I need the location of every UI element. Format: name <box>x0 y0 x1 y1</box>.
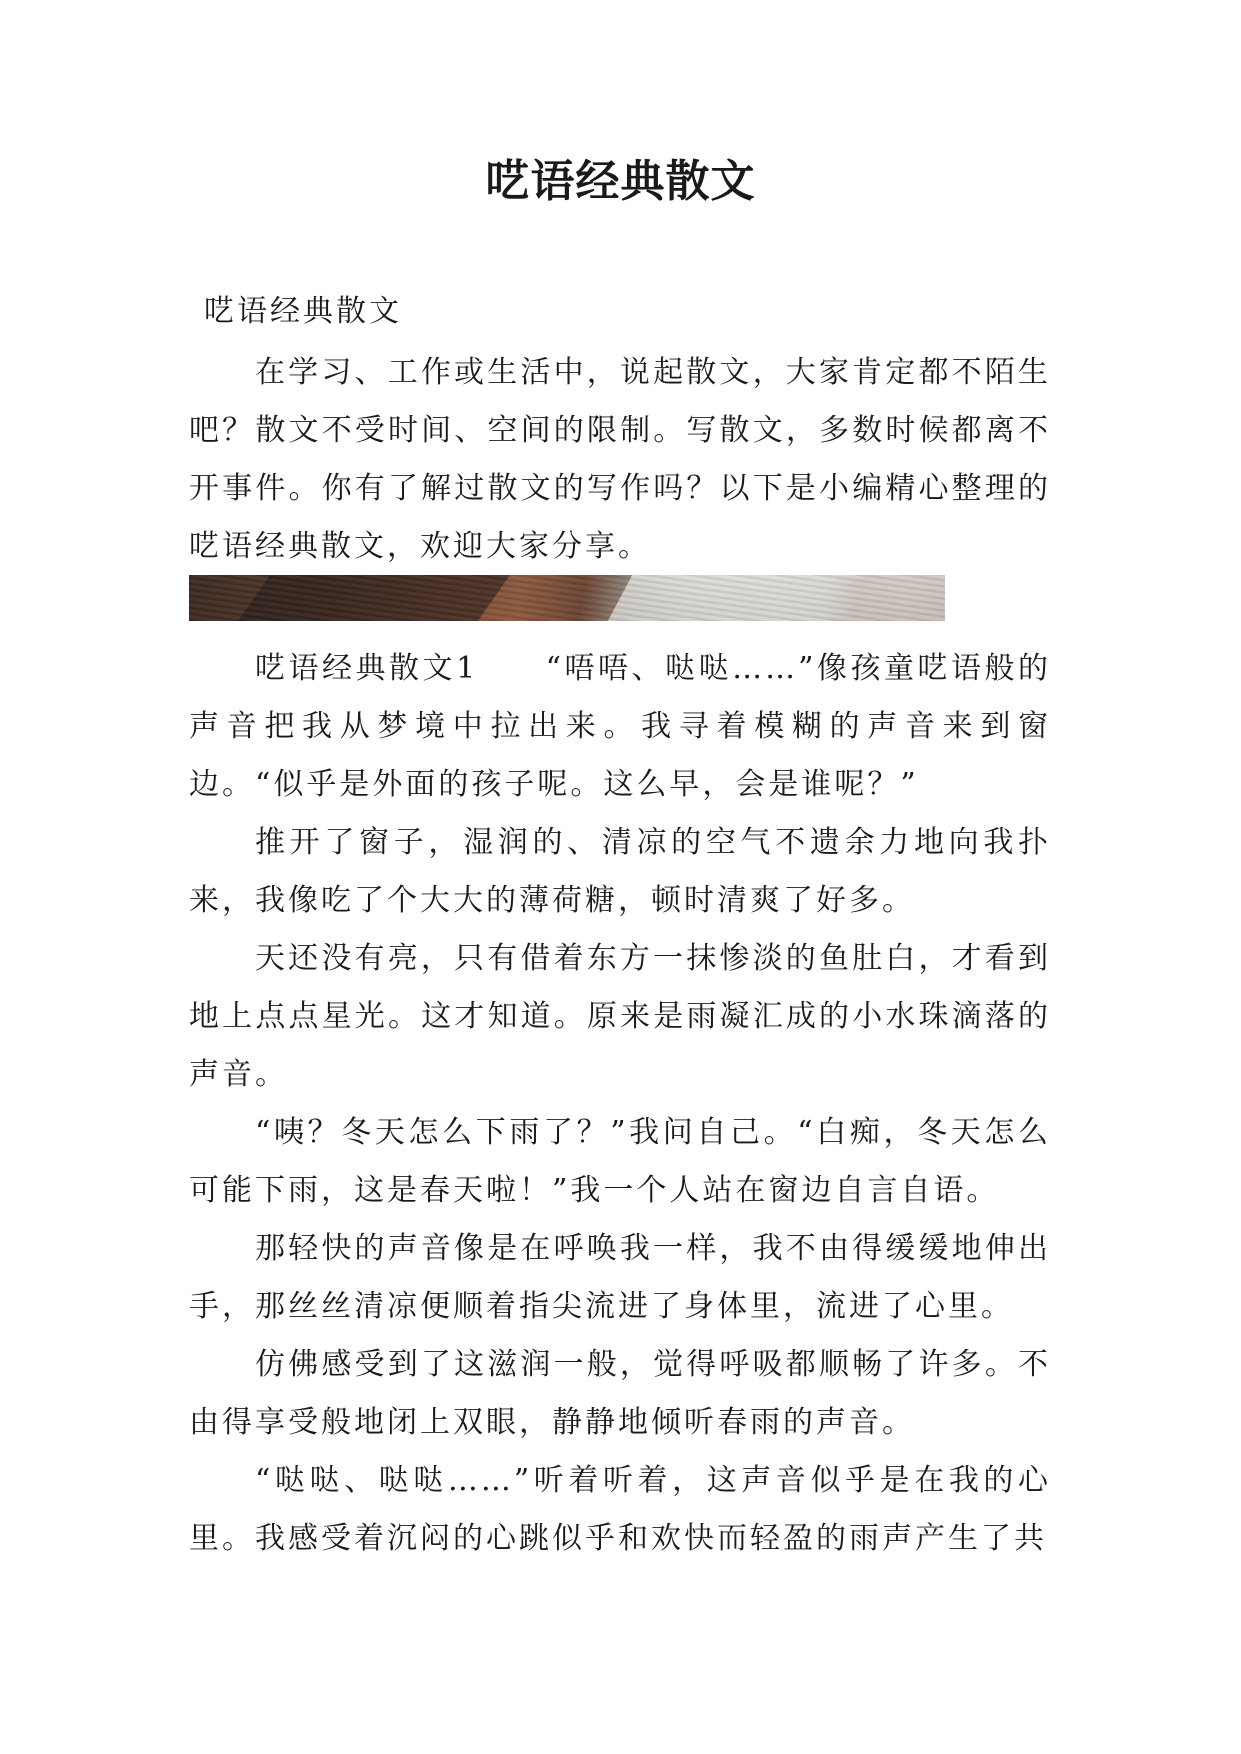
body-paragraph: “咦？冬天怎么下雨了？”我问自己。“白痴，冬天怎么可能下雨，这是春天啦！”我一个人站在窗边自言自语。 <box>189 1115 1051 1208</box>
intro-section <box>189 344 1051 576</box>
page-title: 呓语经典散文 <box>485 156 756 207</box>
body-paragraph: 那轻快的声音像是在呼唤我一样，我不由得缓缓地伸出手，那丝丝清凉便顺着指尖流进了身体里，流进了心里。 <box>189 1231 1051 1324</box>
body-paragraph: “哒哒、哒哒……”听着听着，这声音似乎是在我的心里。我感受着沉闷的心跳似乎和欢快而轻盈的雨声产生了共 <box>189 1463 1051 1556</box>
article-subtitle: 呓语经典散文 <box>204 294 402 329</box>
article-body <box>189 640 1051 1568</box>
body-paragraph: 天还没有亮，只有借着东方一抹惨淡的鱼肚白，才看到地上点点星光。这才知道。原来是雨凝汇成的小水珠滴落的声音。 <box>189 941 1051 1092</box>
body-paragraph: 呓语经典散文1 “唔唔、哒哒……”像孩童呓语般的声音把我从梦境中拉出来。我寻着模糊的声音来到窗边。“似乎是外面的孩子呢。这么早，会是谁呢？” <box>189 651 1051 802</box>
body-paragraph: 推开了窗子，湿润的、清凉的空气不遗余力地向我扑来，我像吃了个大大的薄荷糖，顿时清爽了好多。 <box>189 825 1051 918</box>
article-image <box>189 575 945 621</box>
intro-paragraph: 在学习、工作或生活中，说起散文，大家肯定都不陌生吧？散文不受时间、空间的限制。写散文，多数时候都离不开事件。你有了解过散文的写作吗？以下是小编精心整理的呓语经典散文，欢迎大家分享。 <box>189 355 1051 564</box>
body-paragraph: 仿佛感受到了这滋润一般，觉得呼吸都顺畅了许多。不由得享受般地闭上双眼，静静地倾听春雨的声音。 <box>189 1347 1051 1440</box>
